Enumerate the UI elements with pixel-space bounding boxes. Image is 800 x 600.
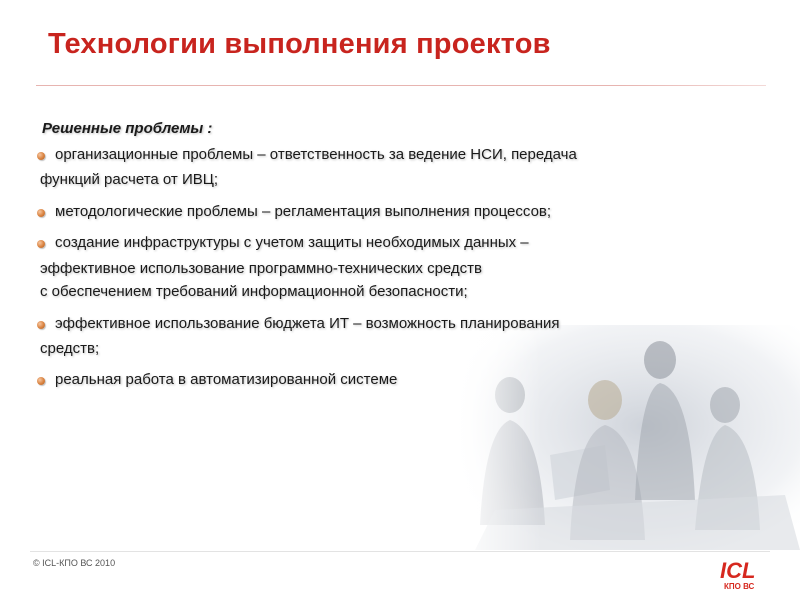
- bullet-4-line-2: средств;: [40, 340, 100, 357]
- logo-brand-text: ICL: [720, 558, 756, 583]
- logo-sub-text: КПО ВС: [724, 582, 755, 591]
- subtitle: Решенные проблемы :: [42, 120, 213, 137]
- bullet-3-line-2: эффективное использование программно-технических средств: [40, 260, 483, 277]
- bullet-marker: [37, 152, 45, 160]
- slide-title: Технологии выполнения проектов: [48, 28, 551, 60]
- bullet-1-line-2: функций расчета от ИВЦ;: [40, 171, 219, 188]
- bullet-marker: [37, 321, 45, 329]
- bullet-1-line-1: организационные проблемы – ответственность за ведение НСИ, передача: [55, 146, 577, 163]
- bullet-3-line-1: создание инфраструктуры с учетом защиты необходимых данных –: [55, 234, 529, 251]
- bullet-marker: [37, 377, 45, 385]
- footer-copyright: © ICL-КПО ВС 2010: [33, 558, 116, 568]
- bullet-4-line-1: эффективное использование бюджета ИТ – возможность планирования: [55, 315, 560, 332]
- bullet-marker: [37, 240, 45, 248]
- bullet-3-line-3: с обеспечением требований информационной безопасности;: [40, 283, 468, 300]
- bullet-2-line-1: методологические проблемы – регламентация выполнения процессов;: [55, 203, 552, 220]
- footer-divider: [30, 551, 770, 552]
- team-photo: [455, 325, 800, 550]
- bullet-5-line-1: реальная работа в автоматизированной системе: [55, 371, 398, 388]
- icl-logo: [718, 556, 770, 592]
- bullet-marker: [37, 209, 45, 217]
- title-divider: [36, 85, 766, 86]
